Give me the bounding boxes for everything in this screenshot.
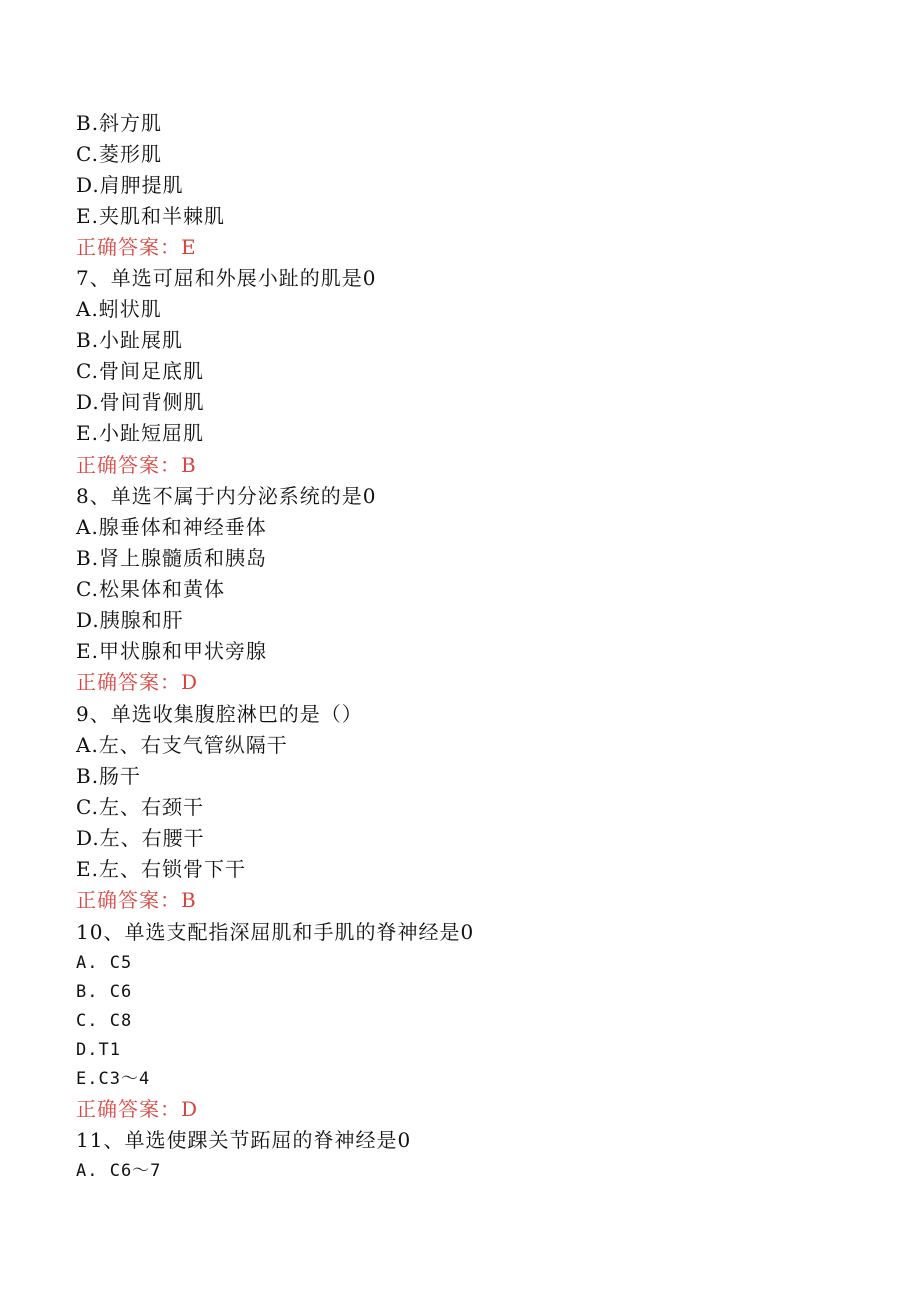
- question-line: 11、单选使踝关节跖屈的脊神经是0: [76, 1128, 412, 1152]
- option-line: C.菱形肌: [76, 142, 162, 166]
- option-line: E.小趾短屈肌: [76, 421, 204, 445]
- answer-line: 正确答案：D: [76, 670, 199, 694]
- question-line: 8、单选不属于内分泌系统的是0: [76, 484, 377, 508]
- question-line: 10、单选支配指深屈肌和手肌的脊神经是0: [76, 920, 475, 944]
- option-line: E.C3～4: [76, 1069, 151, 1089]
- option-line: D.胰腺和肝: [76, 608, 184, 632]
- option-line: C.骨间足底肌: [76, 359, 204, 383]
- option-line: E.甲状腺和甲状旁腺: [76, 639, 267, 663]
- answer-line: 正确答案：E: [76, 235, 197, 259]
- option-line: D.T1: [76, 1040, 121, 1060]
- option-line: C. C8: [76, 1011, 133, 1031]
- answer-line: 正确答案：B: [76, 888, 197, 912]
- option-line: A.腺垂体和神经垂体: [76, 515, 267, 539]
- question-line: 9、单选收集腹腔淋巴的是（）: [76, 702, 363, 726]
- option-line: D.骨间背侧肌: [76, 390, 205, 414]
- option-line: D.左、右腰干: [76, 826, 205, 850]
- option-line: B.肠干: [76, 764, 142, 788]
- option-line: B. C6: [76, 982, 133, 1002]
- question-line: 7、单选可屈和外展小趾的肌是0: [76, 266, 377, 290]
- option-line: A. C6～7: [76, 1161, 162, 1181]
- option-line: B.斜方肌: [76, 111, 163, 135]
- option-line: B.小趾展肌: [76, 328, 184, 352]
- option-line: B.肾上腺髓质和胰岛: [76, 546, 268, 570]
- option-line: A.蚓状肌: [76, 297, 162, 321]
- answer-line: 正确答案：B: [76, 453, 197, 477]
- option-line: E.夹肌和半棘肌: [76, 204, 225, 228]
- option-line: A. C5: [76, 953, 133, 973]
- option-line: C.左、右颈干: [76, 795, 204, 819]
- option-line: E.左、右锁骨下干: [76, 857, 246, 881]
- option-line: D.肩胛提肌: [76, 173, 184, 197]
- answer-line: 正确答案：D: [76, 1097, 199, 1121]
- option-line: A.左、右支气管纵隔干: [76, 733, 288, 757]
- option-line: C.松果体和黄体: [76, 577, 225, 601]
